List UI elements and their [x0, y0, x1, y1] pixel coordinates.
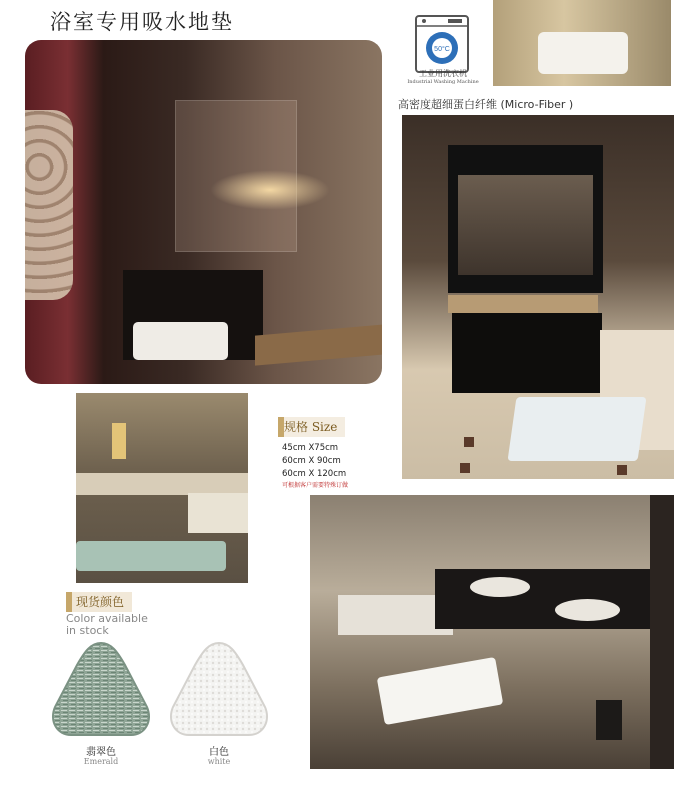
bath-mat-image [538, 32, 628, 74]
washing-machine-label: 工业用洗衣机 [419, 69, 467, 78]
colors-subtitle [66, 613, 148, 637]
bath-mat-image [508, 397, 647, 461]
swatch-emerald-name: 翡翠色 [86, 747, 116, 758]
colors-heading: 现货颜色 [66, 592, 132, 612]
bath-mat-image [76, 541, 226, 571]
colors-subtitle-line2: in stock [66, 624, 109, 637]
custom-order-note: 可根据客户需要特殊订做 [282, 482, 349, 489]
colors-subtitle-line1: Color available [66, 612, 148, 625]
fiber-caption: 高密度超细蛋白纤维 (Micro-Fiber ) [398, 98, 574, 111]
size-option: 60cm X 90cm [282, 456, 341, 466]
bath-mat-image [377, 657, 504, 725]
page-title: 浴室专用吸水地垫 [50, 10, 234, 34]
swatch-white [163, 637, 275, 741]
swatch-white-name: 白色 [209, 747, 229, 758]
mat-closeup-photo [493, 0, 671, 86]
washing-machine-icon [410, 14, 474, 74]
size-option: 60cm X 120cm [282, 469, 347, 479]
swatch-emerald-en: Emerald [83, 757, 119, 766]
washing-machine-sublabel: Industrial Washing Machine [407, 79, 479, 85]
bathroom-photo-emerald [76, 393, 248, 583]
bath-mat-image [133, 322, 228, 360]
bathroom-photo-vanity [402, 115, 674, 479]
wash-temp-label: 50°C [434, 46, 450, 53]
size-option: 45cm X75cm [282, 443, 339, 453]
bathroom-photo-marble [310, 495, 674, 769]
swatch-white-en: white [207, 757, 231, 766]
swatch-emerald [45, 637, 157, 741]
size-heading: 规格 Size [278, 417, 345, 437]
bathroom-photo-main [25, 40, 382, 384]
